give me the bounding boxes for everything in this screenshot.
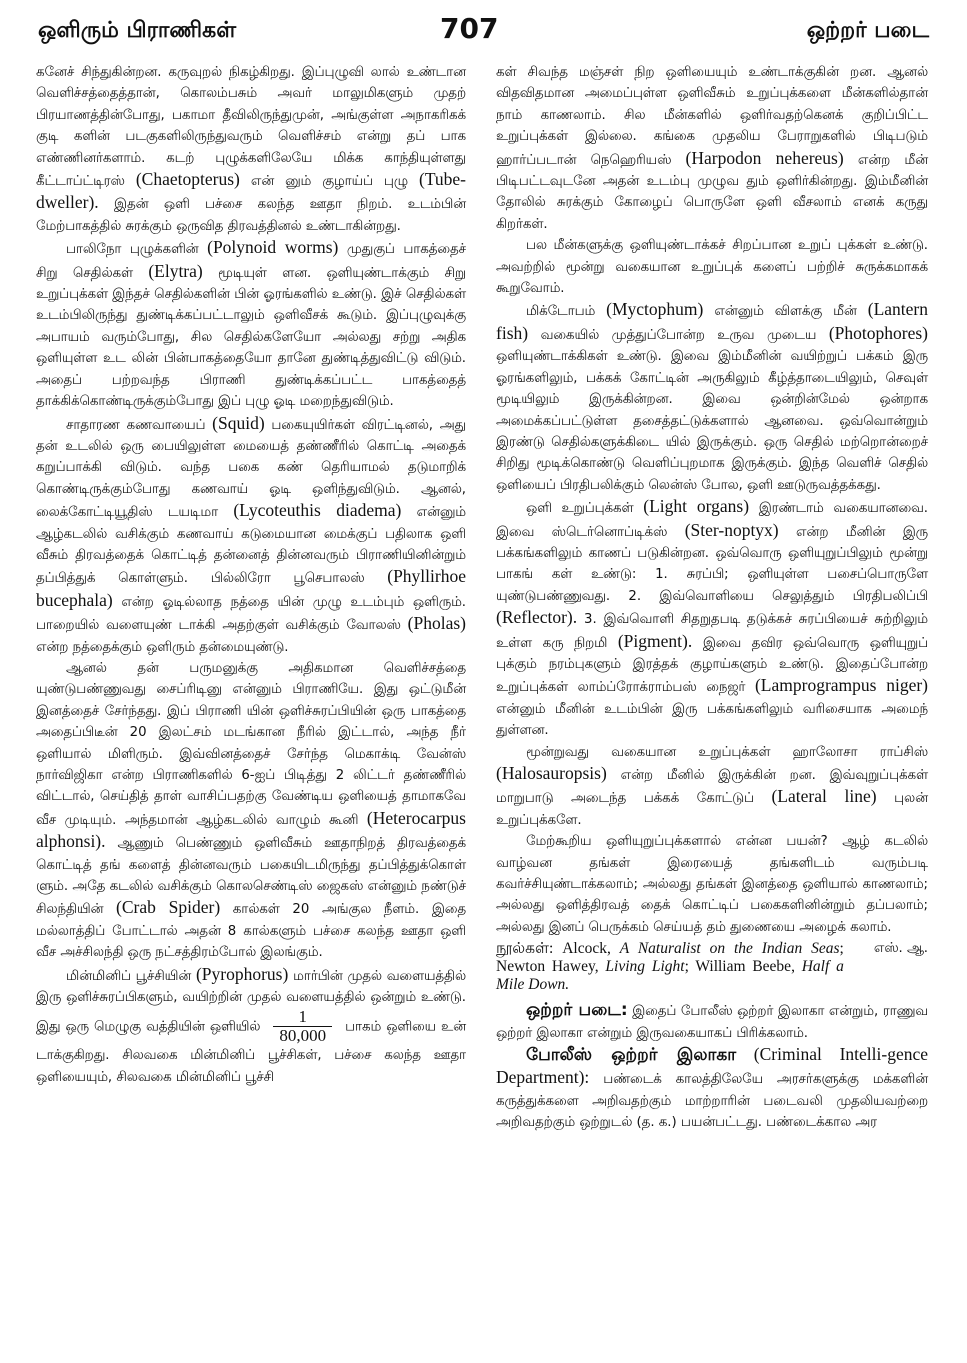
latin-term: (Ster-noptyx) <box>684 519 779 540</box>
references-label: நூல்கள்: <box>496 940 554 958</box>
paragraph-text: ஒளியுண்டாக்கிகள் உண்டு. இவை இம்மீனின் வயிற்றுப் பக்கம் இரு ஓரங்களிலும், பக்கக் கோட்டின் அருகிலும் கீழ்த்தாடையிலும், செவுள் மூடியிலும் இருக்கின்றன. இவை ஒன்றின்மேல் ஒன்றாக அமைக்கப்பட்டுள்ள தசைத்தட்டுக்களால் ஆனவை. ஒவ்வொன்றும் இரண்டு செதில்களுக்கிடை யில் இருக்கும். ஒரு செதில் மற்றொன்றைச் சிறிது மூடிக்கொண்டு வெளிப்புறமாக இருக்கும். இந்த வெளிச் செதில் ஒளியைப் பிரதிபலிக்கும் லென்ஸ் போல, ஒளி ஊடுருவத்தக்கது. <box>496 349 928 493</box>
latin-term: (Pyrophorus) <box>195 963 289 984</box>
paragraph-text: இரண்டாம் வகையானவை. இவை ஸ்டெர்னொப்டிக்ஸ் <box>496 501 928 540</box>
paragraph <box>496 742 928 832</box>
paragraph <box>36 964 466 1089</box>
paragraph-text: என்ற நத்தைக்கும் ஒளிரும் தன்மையுண்டு. <box>36 639 289 655</box>
subentry-latin: (Criminal Intelli-gence Department): <box>496 1044 929 1088</box>
paragraph-text: வகையில் முத்துப்போன்ற உருவ முடைய <box>528 327 829 343</box>
paragraph-text: மூடியுள் ளன. ஒளியுண்டாக்கும் சிறு உறுப்புக்கள் இந்தச் செதில்களின் பின் ஓரங்களில் உண்டு. இச் செதில்கள் உடம்பிலிருந்து துண்டிக்கப்பட்டாலும் ஒளிவீசக் கூடும். இப்புழுவுக்கு அபாயம் வரும்போது, சில செதில்களேயோ அல்லது சற்று அதிக ஒளியுள்ள உட லின் பின்பாகத்தையோ தானே துண்டித்துவிட்டு விடும். அதைப் பற்றவந்த பிராணி துண்டிக்கப்பட்ட பாகத்தைத் தாக்கிக்கொண்டிருக்கும்போது இப் புழு ஓடி மறைந்துவிடும். <box>36 265 466 410</box>
latin-term: (Lateral line) <box>771 786 877 807</box>
paragraph-text: முதுகுப் பாகத்தைச் சிறு செதில்கள் <box>36 242 467 281</box>
paragraph-text: பல மீன்களுக்கு ஒளியுண்டாக்கச் சிறப்பான உறுப் புக்கள் உண்டு. அவற்றில் மூன்று வகையான உறுப்புக் களைப் பற்றிச் சுருக்கமாகக் கூறுவோம். <box>496 238 928 297</box>
latin-term: (Harpodon nehereus) <box>685 147 844 168</box>
latin-term: (Chaetopterus) <box>135 169 240 190</box>
reference-title: Half a Mile Down. <box>496 958 844 994</box>
paragraph-text: மின்மினிப் பூச்சியின் <box>66 968 196 984</box>
paragraph-text: கனேச் சிந்துகின்றன. கருவுறல் நிகழ்கிறது. இப்புழுவி லால் உண்டான வெளிச்சத்தைத்தான், கொலம்பசும் அவர் மாலுமிகளும் முதற் பிரயாணத்தின்போது, பகாமா தீவிலிருந்துமுன், அங்குள்ள அநாகரிகக் குடி களின் படகுகளிலிருந்துவரும் வெளிச்சம் என்று தப் பாக எண்ணினர்களாம். கடற் புழுக்களிலேயே மிக்க காந்தியுள்ளது கீட்டாப்ட்டிரஸ் <box>36 65 466 190</box>
subentry-text: பண்டைக் காலத்திலேயே அரசர்களுக்கு மக்களின் கருத்துக்களை அறிவதற்கும் மாற்றாரின் படைவலி முதலியவற்றை அறிவதற்கும் ஒற்றுடல் (த. க.) பயன்பட்டது. பண்டைக்கால அர <box>496 1072 928 1131</box>
right-column <box>496 62 928 1134</box>
latin-term: (Myctophum) <box>606 299 704 320</box>
paragraph-text: இதன் ஒளி பச்சை கலந்த ஊதா நிறம். உடம்பின் மேற்பாகத்தில் சுரக்கும் ஒருவித திரவத்தினல் உண்டாகின்றது. <box>36 197 466 234</box>
entry-paragraph <box>496 1000 928 1044</box>
latin-term: (Lycoteuthis diadema) <box>233 500 402 521</box>
latin-term: (Photophores) <box>828 322 928 343</box>
latin-term: (Crab Spider) <box>116 897 221 918</box>
author-signature: எஸ். ஆ. <box>873 941 928 957</box>
paragraph-text: மார்பின் முதல் வளையத்தில் இரு ஒளிச்சுரப்பிகளும், வயிற்றின் முதல் வளையத்தில் ஒன்றும் உண்டு. இது ஒரு மெழுகு வத்தியின் ஒளியில் <box>36 968 466 1035</box>
paragraph-text: என் னும் குழாய்ப் புழு <box>239 174 420 190</box>
paragraph-text: என்னும் மீனின் உடம்பின் இரு பக்கங்களிலும் வரிசையாக அமைந் துள்ளன. <box>496 701 928 739</box>
paragraph-text: கள் சிவந்த மஞ்சள் நிற ஒளியையும் உண்டாக்குகின் றன. ஆனல் விதவிதமான அமைப்புள்ள ஒளிவீசும் உறுப்புக்களை மீன்களில்தான் நாம் காணலாம். சில மீன்களில் ஒளிர்வதற்கெனக் குறிப்பிட்ட உறுப்புக்கள் இல்லை. கங்கை முதலிய பேராறுகளில் பிடிபடும் ஹார்ப்படான் நெஹெரியஸ் <box>496 65 928 168</box>
paragraph-text: ஆணும் பெண்ணும் ஒளிவீசும் ஊதாநிறத் திரவத்தைக் கொட்டித் தங் களைத் தின்னவரும் பகையிடமிருந்து தப்பித்துக்கொள் ளும். அதே கடலில் வசிக்கும் கொலசெண்டிஸ் ஜைகஸ் என்னும் நண்டுச் சிலந்தியின் <box>36 836 466 918</box>
paragraph <box>496 62 928 235</box>
running-head-left: ஒளிரும் பிராணிகள் <box>38 18 237 43</box>
paragraph-text: புலன் உறுப்புக்களே. <box>496 791 928 828</box>
paragraph <box>496 496 928 741</box>
latin-term: (Polynoid worms) <box>207 237 339 258</box>
latin-term: (Tube-dweller). <box>36 169 467 213</box>
paragraph-text: பாலிநோ புழுக்களின் <box>66 242 208 258</box>
subentry-paragraph <box>496 1044 928 1134</box>
paragraph-text: மூன்றுவது வகையான உறுப்புக்கள் ஹாலோசா ராப்சிஸ் <box>526 744 928 760</box>
paragraph-text: என்ற மீனில் இருக்கின் றன. இவ்வுறுப்புக்கள் மாறுபாடு அடைந்த பக்கக் கோட்டுப் <box>496 768 928 807</box>
paragraph-text: சாதாரண கணவாயைப் <box>66 417 213 433</box>
paragraph <box>36 413 466 658</box>
reference-title: A Naturalist on the Indian Seas <box>619 940 840 958</box>
fraction-numerator: 1 <box>273 1008 332 1027</box>
page-number: 707 <box>440 12 499 45</box>
paragraph-text: மிக்டோபம் <box>526 304 607 320</box>
latin-term: (Phyllirhoe bucephala) <box>36 566 466 610</box>
latin-term: (Heterocarpus alphonsi). <box>36 807 466 852</box>
paragraph-text: ஒளி உறுப்புக்கள் <box>526 501 644 517</box>
paragraph-text: கால்கள் 20 அங்குல நீளம். இதை மல்லாத்திப் போட்டால் அதன் 8 கால்களும் பச்சை கலந்த ஊதா ஒளி வீச அச்சிலந்தி ஒரு நட்சத்திரம்போல் இலங்கும். <box>36 902 466 961</box>
reference-text: ; William Beebe, <box>684 958 802 976</box>
subentry-headword: போலீஸ் ஒற்றர் இலாகா <box>526 1045 737 1066</box>
paragraph-text: என்ற மீன் பிடிபட்டவுடனே அதன் உடம்பு முழுவ தும் ஒளிர்கின்றது. இம்மீனின் தோலில் சுரக்கும் கோழைப் பொருளே ஒளி வீசலாம் எனக் கருது கிறர்கள். <box>496 152 929 232</box>
paragraph <box>496 299 928 496</box>
entry-headword: ஒற்றர் படை: <box>526 1000 628 1021</box>
left-column <box>36 62 466 1088</box>
paragraph <box>36 237 466 412</box>
entry-text: இதைப் போலீஸ் ஒற்றர் இலாகா என்றும், ராணுவ ஒற்றர் இலாகா என்றும் இருவகையாகப் பிரிக்கலாம். <box>496 1004 928 1041</box>
paragraph-text: என்னும் ஆழ்கடலில் வசிக்கும் கணவாய் கடுமையான மைக்குப் பதிலாக ஒளி வீசும் திரவத்தைக் கொட்டித் தன்னைத் தின்னவரும் பிராணியினின்றும் தப்பித்துக் கொள்ளும். பில்லிரோ பூசெபாலஸ் <box>36 505 466 587</box>
paragraph-text: பகையுயிர்கள் விரட்டினல், அது தன் உடலில் ஒரு பையிலுள்ள மையைத் தண்ணீரில் கொட்டி அதைக் கறுப்பாக்கி விடும். வந்த பகை கண் தெரியாமல் தடுமாறிக் கொண்டிருக்கும்போது கணவாய் ஓடி ஒளிந்துவிடும். ஆனல், லைக்கோட்டியூதிஸ் டயடிமா <box>36 417 467 521</box>
paragraph-text: என்னும் விளக்கு மீன் <box>703 304 868 320</box>
paragraph <box>496 235 928 299</box>
running-head-right: ஒற்றர் படை <box>806 18 929 43</box>
paragraph <box>36 658 466 964</box>
reference-text: ; Newton Hawey, <box>496 940 844 976</box>
latin-term: (Elytra) <box>148 260 203 281</box>
paragraph-text: 3. இவ்வொளி சிதறுதபடி தடுக்கச் சுரப்பியைச் சுற்றிலும் உள்ள கரு நிறமி <box>496 612 928 651</box>
latin-term: (Halosauropsis) <box>496 763 607 783</box>
latin-term: (Lamprogrampus niger) <box>754 675 928 696</box>
reference-title: Living Light <box>605 958 685 976</box>
fraction-denominator: 80,000 <box>279 1026 327 1046</box>
fraction <box>273 1008 332 1045</box>
latin-term: (Pigment). <box>617 630 693 651</box>
paragraph-text: மேற்கூறிய ஒளியுறுப்புக்களால் என்ன பயன்? ஆழ் கடலில் வாழ்வன தங்கள் இரையைத் தங்களிடம் வரும்படி கவர்ச்சியுண்டாக்கலாம்; அல்லது தங்கள் இனத்தை ஒளியால் காணலாம்; அல்லது ஒளித்திரவத் தைக் கொட்டிப் பகைகளினின்றும் தப்பலாம்; அல்லது இனப் பெருக்கம் செய்யத் தம் துணையை அழைக் கலாம். <box>496 834 928 935</box>
paragraph-text: ஆனல் தன் பருமனுக்கு அதிகமான வெளிச்சத்தை யுண்டுபண்ணுவது சைப்ரிடினு என்னும் பிராணியே. இது ஒட்டுமீன் இனத்தைச் சேர்ந்தது. இப் பிராணி யின் ஒளிச்சுரப்பியின் ஒரு பாகத்தை அதைப்பிடீன் 20 இலட்சம் மடங்கான நீரில் இட்டால், அந்த நீர் ஒளியால் மிளிரும். இவ்வினத்தைச் சேர்ந்த மெகாக்டி வேன்ஸ் நார்விஜிகா என்ற பிராணிகளில் 6-ஐப் பிடித்து 2 லிட்டர் தண்ணீரில் விட்டால், செய்தித் தாள் வாசிப்பதற்கு வேண்டிய ஒளியைத் தாமாகவே வீச முடியும். அந்தமான் ஆழ்கடலில் வாழும் கூனி <box>36 660 466 828</box>
paragraph-text: என்ற மீனின் இரு பக்கங்களிலும் காணப் படுகின்றன. ஒவ்வொரு ஒளியுறுப்பிலும் மூன்று பாகங் கள் உண்டு: 1. சுரப்பி; ஒளியுள்ள பசைப்பொருளே யுண்டுபண்ணுவது. 2. இவ்வொளியை செலுத்தும் பிரதிபலிப்பி <box>496 524 928 604</box>
reference-text: Alcock, <box>553 940 620 958</box>
paragraph-text: இவை தவிர ஒவ்வொரு ஒளியுறுப் புக்கும் நரம்புகளும் இரத்தக் குழாய்களும் உண்டு. இதைப்போன்ற உறுப்புக்கள் லாம்ப்ரோக்ராம்பஸ் நைஜர் <box>496 635 928 696</box>
paragraph <box>36 62 466 237</box>
latin-term: (Pholas) <box>407 613 466 634</box>
latin-term: (Light organs) <box>643 496 750 517</box>
latin-term: (Squid) <box>212 412 265 433</box>
latin-term: (Lantern fish) <box>496 299 928 343</box>
latin-term: (Reflector). <box>496 607 578 628</box>
paragraph-text: என்ற ஓடில்லாத நத்தை யின் முழு உடம்பும் ஒளிரும். பாறையில் வளையுண் டாக்கி அதற்குள் வசிக்கும் வோலஸ் <box>36 594 466 634</box>
page-header <box>0 12 967 52</box>
paragraph-text: பாகம் ஒளியை உன் டாக்குகிறது. சிலவகை மின்மினிப் பூச்சிகள், பச்சை கலந்த ஊதா ஒளியையும், சிலவகை மின்மினிப் பூச்சி <box>36 1019 466 1085</box>
